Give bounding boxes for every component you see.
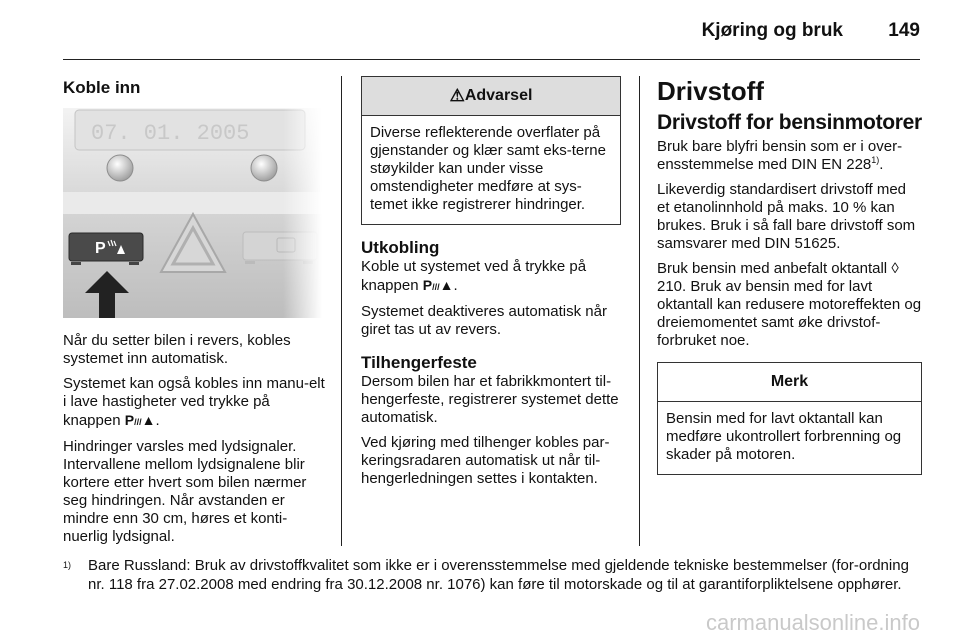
column-divider-1 <box>341 76 342 546</box>
paragraph: Systemet deaktiveres automatisk når giret tas ut av revers. <box>361 303 607 338</box>
footnote <box>63 556 925 594</box>
footnote-marker: 1) <box>63 560 72 570</box>
paragraph: Ved kjøring med tilhenger kobles par-keringsradaren automatisk ut når til-hengerledningen settes i kontakten. <box>361 434 610 487</box>
paragraph: Hindringer varsles med lydsignaler. Intervallene mellom lydsignalene blir kortere etter hvert som bilen nærmer seg hindringen. Når avstanden er mindre enn 30 cm, høres et konti-nuerlig lydsignal. <box>63 438 307 545</box>
section-heading-drivstoff: Drivstoff <box>657 76 764 106</box>
paragraph: Likeverdig standardisert drivstoff med et etanolinnhold på maks. 10 % kan brukes. Bruk i så fall bare drivstoff som samsvarer med DIN 51625. <box>657 181 916 252</box>
section-heading-utkobling: Utkobling <box>361 238 440 257</box>
page-header <box>0 0 960 62</box>
warning-text: Diverse reflekterende overflater på gjenstander og klær samt eks-terne støykilder kan under visse omstendigheter medføre at sys-temet ikke registrerer hindringer. <box>370 124 606 213</box>
column-advarsel <box>361 76 621 495</box>
chapter-title: Kjøring og bruk <box>701 20 843 41</box>
paragraph: Koble ut systemet ved å trykke på knappen P///▲. <box>361 258 587 294</box>
warning-title: Advarsel <box>464 87 533 104</box>
warning-box <box>361 76 621 225</box>
paragraph: Bruk bensin med anbefalt oktantall ◊ 210. Bruk av bensin med for lavt oktantall kan redusere motoreffekten og dreiemomentet samt øke drivstof-forbruket noe. <box>657 260 922 349</box>
watermark: carmanualsonline.info <box>705 610 920 635</box>
paragraph: Dersom bilen har et fabrikkmontert til-hengerfeste, registrerer systemet dette automatisk. <box>361 373 619 426</box>
column-divider-2 <box>639 76 640 546</box>
note-header: Merk <box>658 363 921 402</box>
page-number: 149 <box>888 20 920 41</box>
parking-sensor-icon: P///▲ <box>124 412 156 428</box>
column-koble-inn <box>63 72 325 98</box>
note-text: Bensin med for lavt oktantall kan medføre ukontrollert forbrenning og skader på motoren. <box>666 410 902 463</box>
note-box <box>657 362 922 475</box>
column-koble-inn-text <box>63 332 325 553</box>
footnote-ref: 1) <box>871 155 880 165</box>
paragraph: Bruk bare blyfri bensin som er i over-ensstemmelse med DIN EN 228$^{1)}$. <box>657 138 903 173</box>
dashboard-illustration <box>63 108 322 318</box>
page-reference: ◊ 210 <box>657 260 899 295</box>
warning-header <box>362 77 620 116</box>
column-drivstoff <box>657 72 922 475</box>
warning-triangle-icon: ⚠ <box>449 86 465 105</box>
paragraph: Systemet kan også kobles inn manu-elt i lave hastigheter ved trykke på knappen P///▲. <box>63 375 325 429</box>
paragraph: Når du setter bilen i revers, kobles systemet inn automatisk. <box>63 332 291 367</box>
parking-sensor-icon: P///▲ <box>422 277 454 293</box>
subheading-bensinmotorer: Drivstoff for bensinmotorer <box>657 111 922 134</box>
dashboard-photo <box>63 108 322 318</box>
header-rule <box>63 59 920 60</box>
section-heading-koble-inn: Koble inn <box>63 78 141 97</box>
section-heading-tilhengerfeste: Tilhengerfeste <box>361 353 477 372</box>
footnote-text: Bare Russland: Bruk av drivstoffkvalitet som ikke er i overensstemmelse med gjeldende tekniske bestemmelser (for-ordning nr. 118 fra 27.02.2008 med endring fra 30.12.2008 nr. 1076) kan føre til motorskade og til at garantiforpliktelsene opphører. <box>88 557 909 593</box>
